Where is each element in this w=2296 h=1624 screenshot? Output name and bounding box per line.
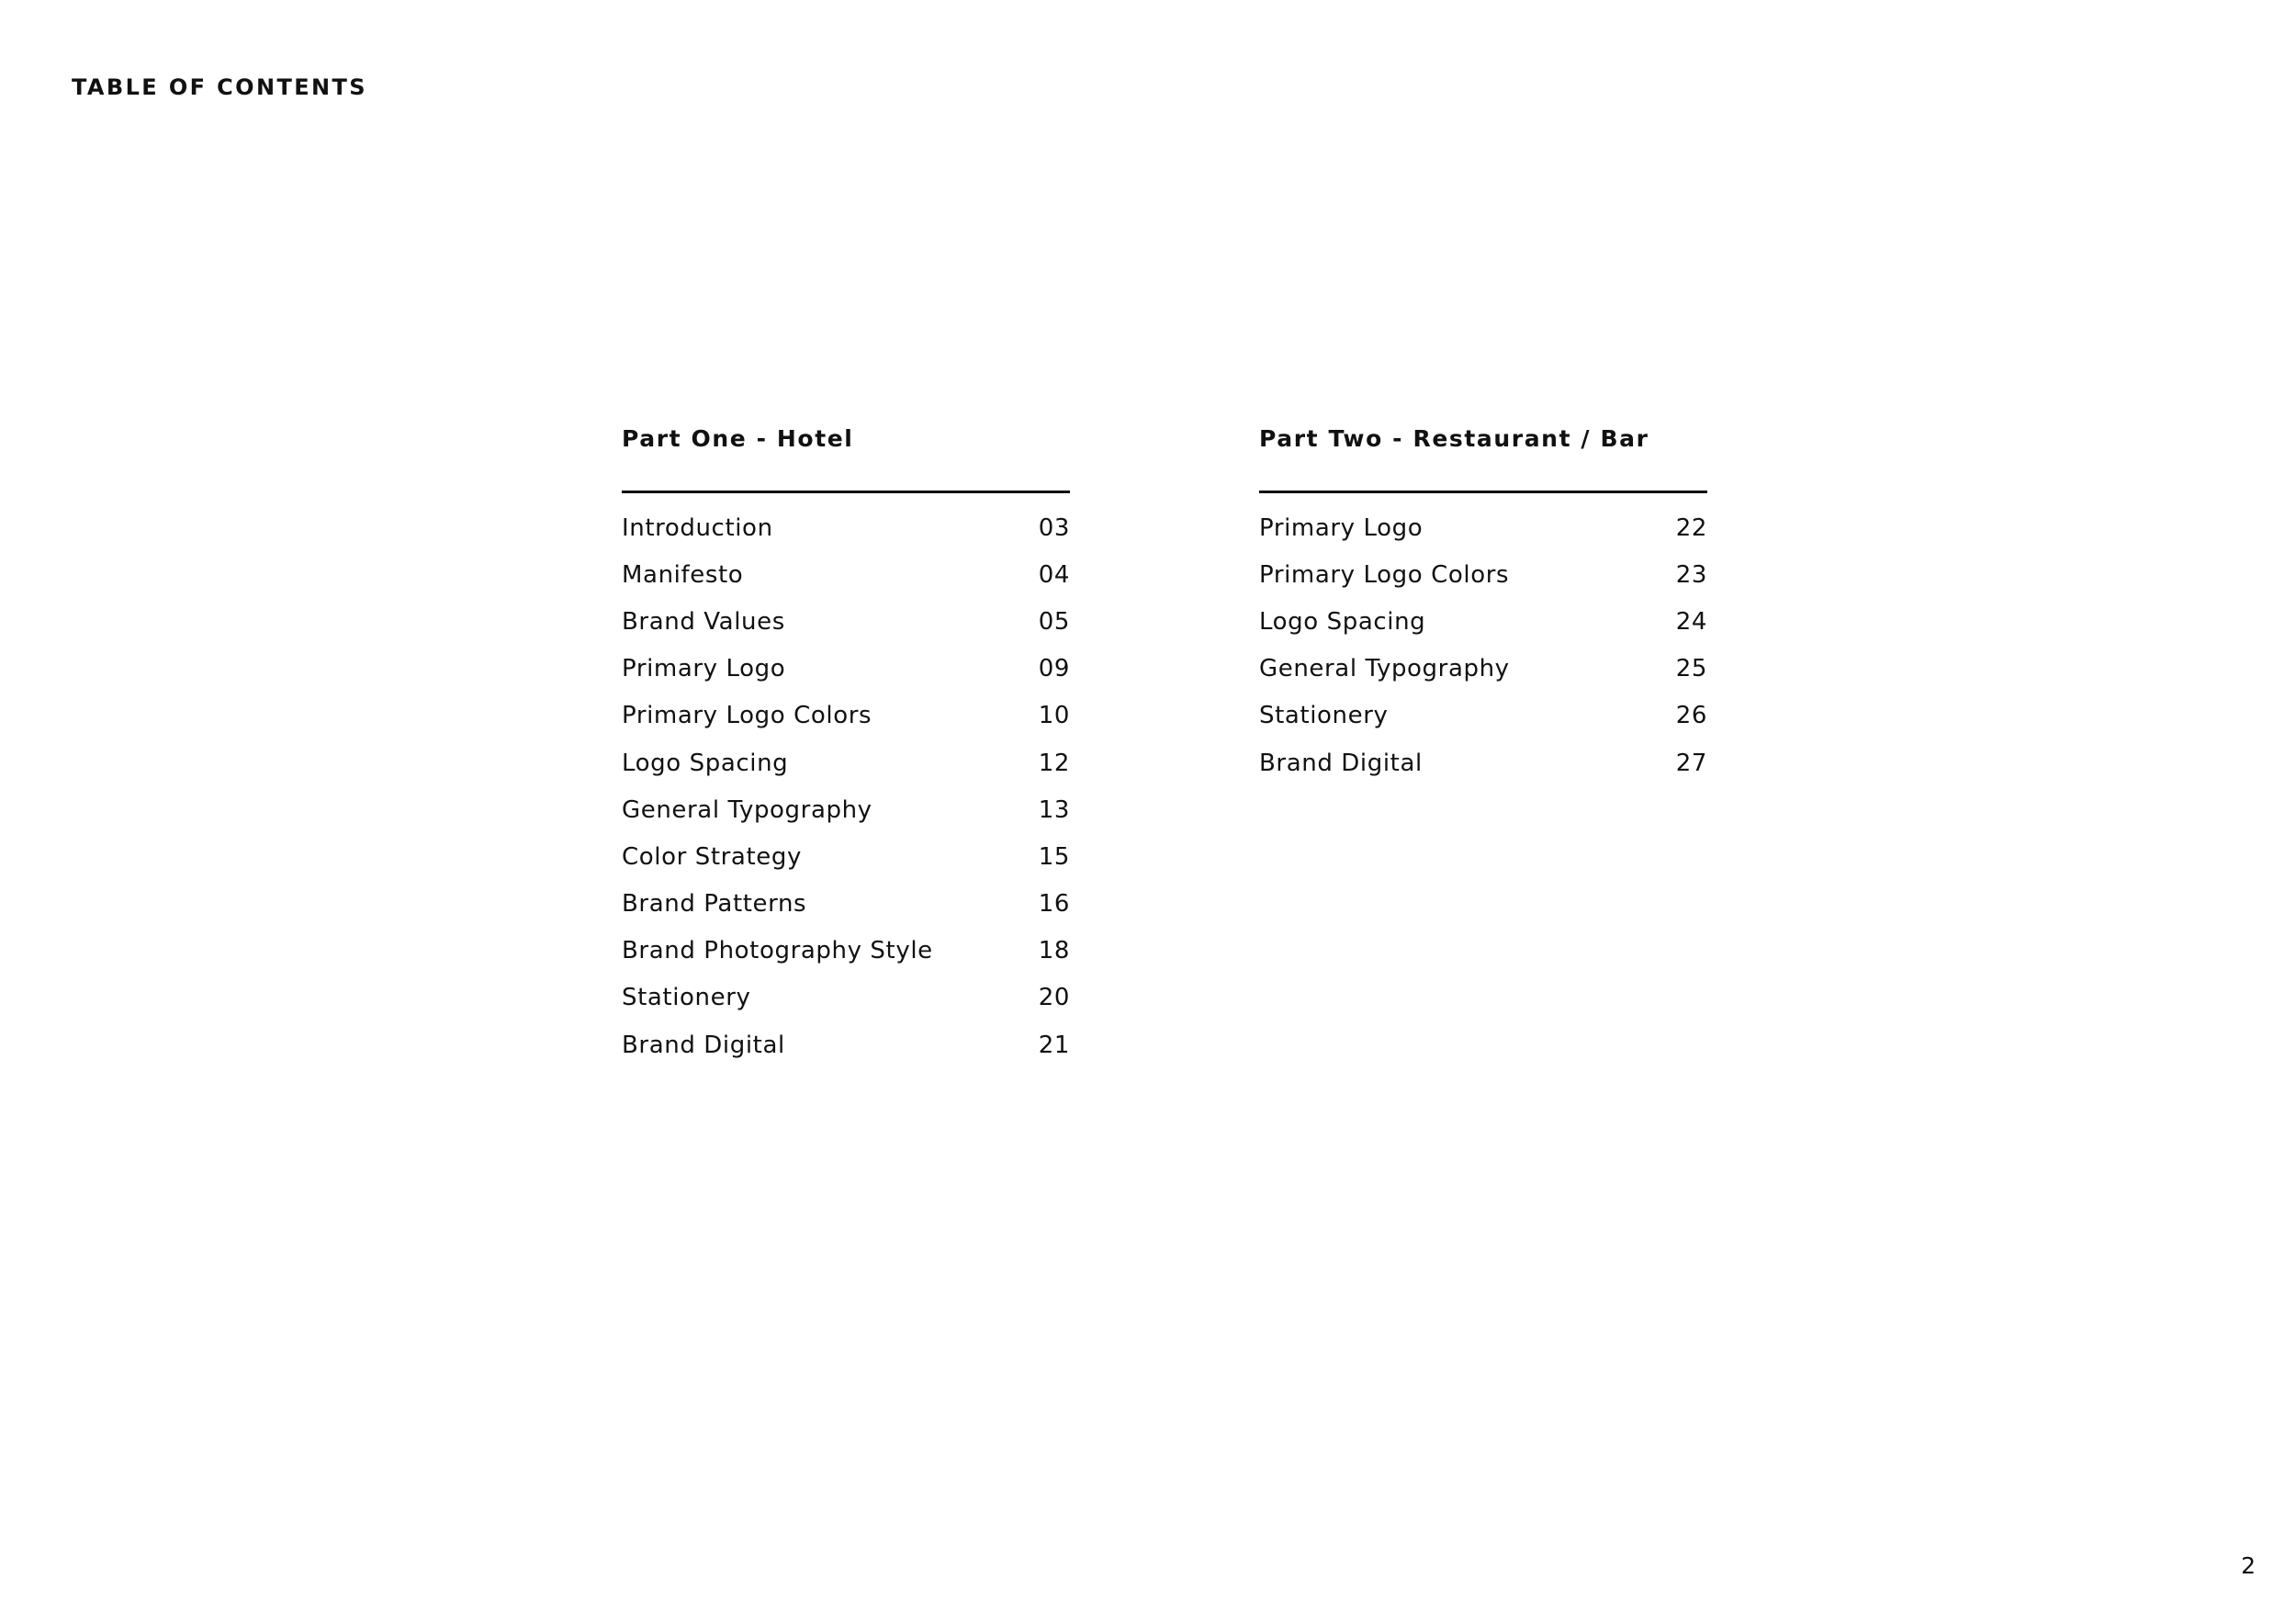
section-divider <box>622 491 1070 493</box>
toc-entry-page: 21 <box>1038 1031 1070 1059</box>
toc-entry[interactable] <box>622 693 1070 739</box>
toc-entry[interactable] <box>622 551 1070 598</box>
toc-entry[interactable] <box>622 598 1070 645</box>
toc-entry-label: Introduction <box>622 513 773 542</box>
page-title: TABLE OF CONTENTS <box>72 74 367 100</box>
toc-entry-label: Primary Logo Colors <box>1259 560 1510 589</box>
toc-entry-page: 04 <box>1038 560 1070 589</box>
toc-entry-page: 22 <box>1675 513 1707 542</box>
toc-entry-page: 25 <box>1675 655 1707 683</box>
toc-entry-page: 23 <box>1675 560 1707 589</box>
toc-list-part-two <box>1259 504 1707 786</box>
toc-entry[interactable] <box>1259 504 1707 551</box>
toc-entry[interactable] <box>622 1021 1070 1068</box>
section-divider <box>1259 491 1707 493</box>
toc-entry-label: Manifesto <box>622 560 744 589</box>
toc-entry-page: 26 <box>1675 702 1707 730</box>
section-title-part-one: Part One - Hotel <box>622 425 854 452</box>
toc-entry-label: Brand Digital <box>1259 749 1423 777</box>
toc-entry-label: Color Strategy <box>622 842 802 871</box>
toc-entry-label: Logo Spacing <box>1259 607 1426 636</box>
toc-entry-page: 15 <box>1038 842 1070 871</box>
toc-entry[interactable] <box>622 739 1070 786</box>
toc-entry-page: 16 <box>1038 890 1070 919</box>
toc-entry[interactable] <box>622 881 1070 928</box>
toc-entry-page: 27 <box>1675 749 1707 777</box>
toc-entry[interactable] <box>1259 693 1707 739</box>
toc-entry-label: Brand Digital <box>622 1031 785 1059</box>
toc-section-part-one <box>622 419 1070 1068</box>
section-title-part-two: Part Two - Restaurant / Bar <box>1259 425 1649 452</box>
toc-entry-label: Primary Logo <box>622 655 786 683</box>
toc-entry-label: Primary Logo <box>1259 513 1424 542</box>
page-number: 2 <box>2241 1552 2256 1579</box>
toc-entry-label: Primary Logo Colors <box>622 702 872 730</box>
toc-entry[interactable] <box>622 504 1070 551</box>
toc-entry-label: Stationery <box>1259 702 1389 730</box>
toc-section-part-two <box>1259 419 1707 786</box>
toc-entry-label: General Typography <box>1259 655 1510 683</box>
toc-entry[interactable] <box>1259 646 1707 693</box>
toc-entry-page: 13 <box>1038 795 1070 824</box>
toc-entry[interactable] <box>622 833 1070 880</box>
toc-entry-label: Brand Photography Style <box>622 937 933 965</box>
toc-entry-page: 20 <box>1038 984 1070 1012</box>
toc-entry[interactable] <box>622 786 1070 833</box>
toc-entry-label: Stationery <box>622 984 751 1012</box>
toc-entry-page: 24 <box>1675 607 1707 636</box>
toc-entry[interactable] <box>1259 551 1707 598</box>
toc-entry[interactable] <box>1259 598 1707 645</box>
toc-entry-label: Brand Patterns <box>622 890 807 919</box>
toc-entry-page: 12 <box>1038 749 1070 777</box>
toc-entry-label: Brand Values <box>622 607 785 636</box>
toc-entry-page: 10 <box>1038 702 1070 730</box>
toc-list-part-one <box>622 504 1070 1068</box>
toc-entry-page: 05 <box>1038 607 1070 636</box>
toc-entry-page: 03 <box>1038 513 1070 542</box>
toc-entry[interactable] <box>622 928 1070 975</box>
toc-entry[interactable] <box>622 646 1070 693</box>
toc-entry[interactable] <box>1259 739 1707 786</box>
toc-entry-page: 09 <box>1038 655 1070 683</box>
toc-entry-label: Logo Spacing <box>622 749 789 777</box>
toc-entry-label: General Typography <box>622 795 872 824</box>
toc-entry-page: 18 <box>1038 937 1070 965</box>
toc-entry[interactable] <box>622 975 1070 1021</box>
